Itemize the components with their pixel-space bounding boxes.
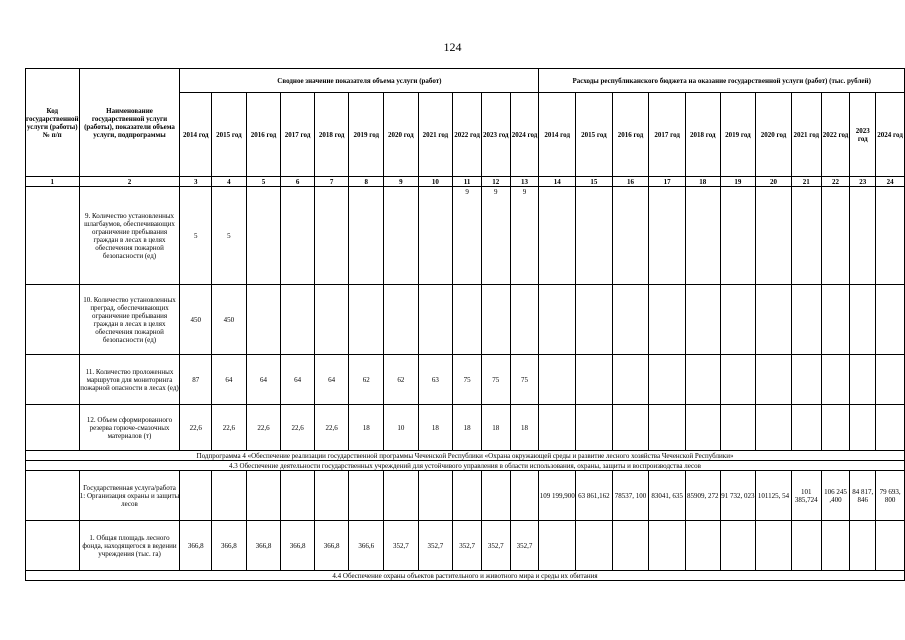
- expense-cell: [876, 521, 905, 571]
- expense-cell: [649, 355, 686, 405]
- column-number: 8: [349, 177, 384, 187]
- expense-cell: [850, 355, 876, 405]
- volume-cell: 9: [481, 187, 510, 285]
- expense-cell: [720, 187, 756, 285]
- volume-cell: 64: [246, 355, 281, 405]
- volume-cell: [349, 285, 384, 355]
- expense-cell: [821, 285, 850, 355]
- volume-cell: [384, 187, 419, 285]
- expense-cell: [576, 521, 613, 571]
- volume-cell: [453, 471, 482, 521]
- expense-cell: [876, 285, 905, 355]
- year-header: 2015 год: [576, 93, 613, 177]
- expense-cell: [649, 405, 686, 451]
- volume-cell: 62: [384, 355, 419, 405]
- expense-cell: [720, 405, 756, 451]
- volume-cell: [453, 285, 482, 355]
- expense-cell: 85909, 272: [685, 471, 720, 521]
- volume-cell: 366,8: [180, 521, 212, 571]
- volume-cell: [349, 471, 384, 521]
- volume-cell: 5: [212, 187, 247, 285]
- expense-cell: [685, 355, 720, 405]
- volume-cell: 352,7: [418, 521, 453, 571]
- expense-cell: [685, 521, 720, 571]
- section-title: 4.3 Обеспечение деятельности государственных учреждений для устойчивого управления в области использования, охраны, защиты и воспроизводства лесов: [26, 461, 905, 471]
- expense-cell: [539, 405, 576, 451]
- table-row: [26, 355, 905, 405]
- expense-cell: [576, 405, 613, 451]
- column-number: 23: [850, 177, 876, 187]
- column-number: 11: [453, 177, 482, 187]
- column-number: 22: [821, 177, 850, 187]
- volume-cell: 62: [349, 355, 384, 405]
- volume-cell: 64: [281, 355, 315, 405]
- expense-cell: [756, 355, 792, 405]
- year-header: 2023 год: [481, 93, 510, 177]
- expense-cell: 63 861,162: [576, 471, 613, 521]
- volume-cell: 18: [349, 405, 384, 451]
- column-number: 17: [649, 177, 686, 187]
- expense-cell: [756, 521, 792, 571]
- expense-cell: [649, 187, 686, 285]
- expense-cell: [576, 187, 613, 285]
- expense-cell: [576, 355, 613, 405]
- expense-cell: [850, 405, 876, 451]
- column-number: 1: [26, 177, 80, 187]
- volume-cell: [246, 187, 281, 285]
- volume-cell: 75: [481, 355, 510, 405]
- expense-cell: [850, 285, 876, 355]
- year-header: 2020 год: [756, 93, 792, 177]
- expense-cell: [649, 285, 686, 355]
- volume-cell: [246, 285, 281, 355]
- expense-cell: 84 817, 846: [850, 471, 876, 521]
- expense-cell: [756, 285, 792, 355]
- volume-cell: 352,7: [453, 521, 482, 571]
- expense-cell: [791, 521, 821, 571]
- expense-cell: [850, 187, 876, 285]
- expense-cell: [612, 355, 649, 405]
- column-number: 12: [481, 177, 510, 187]
- volume-cell: 10: [384, 405, 419, 451]
- year-header: 2019 год: [720, 93, 756, 177]
- column-number: 16: [612, 177, 649, 187]
- page-number: 124: [443, 40, 462, 54]
- table-row: [26, 187, 905, 285]
- table-row: [26, 405, 905, 451]
- header-expenses-group: Расходы республиканского бюджета на оказание государственной услуги (работ) (тыс. рублей): [539, 69, 905, 93]
- year-header: 2022 год: [821, 93, 850, 177]
- column-number: 19: [720, 177, 756, 187]
- year-header: 2017 год: [281, 93, 315, 177]
- service-name: Государственная услуга/работа 1: Организация охраны и защиты лесов: [79, 471, 180, 521]
- volume-cell: 9: [453, 187, 482, 285]
- volume-cell: 352,7: [384, 521, 419, 571]
- section-title: 4.4 Обеспечение охраны объектов растительного и животного мира и среды их обитания: [26, 571, 905, 581]
- year-header: 2018 год: [685, 93, 720, 177]
- row-code: [26, 285, 80, 355]
- volume-cell: 64: [212, 355, 247, 405]
- column-number: 10: [418, 177, 453, 187]
- header-volume-group: Сводное значение показателя объема услуги (работ): [180, 69, 539, 93]
- volume-cell: [510, 471, 539, 521]
- year-header: 2016 год: [246, 93, 281, 177]
- expense-cell: [821, 187, 850, 285]
- subprogram-title: Подпрограмма 4 «Обеспечение реализации государственной программы Чеченской Республики «Охрана окружающей среды и развитие лесного хозяйства Чеченской Республики»: [26, 451, 905, 461]
- expense-cell: 91 732, 023: [720, 471, 756, 521]
- volume-cell: 75: [453, 355, 482, 405]
- year-header: 2022 год: [453, 93, 482, 177]
- expense-cell: [756, 405, 792, 451]
- volume-cell: [314, 187, 349, 285]
- expense-cell: [685, 187, 720, 285]
- volume-cell: 18: [418, 405, 453, 451]
- expense-cell: [876, 405, 905, 451]
- year-header: 2021 год: [418, 93, 453, 177]
- column-number: 7: [314, 177, 349, 187]
- expense-cell: [720, 355, 756, 405]
- column-number: 15: [576, 177, 613, 187]
- expense-cell: [850, 521, 876, 571]
- year-header: 2021 год: [791, 93, 821, 177]
- expense-cell: [539, 521, 576, 571]
- volume-cell: 18: [510, 405, 539, 451]
- column-number: 13: [510, 177, 539, 187]
- volume-cell: [314, 471, 349, 521]
- row-name: 10. Количество установленных преград, обеспечивающих ограничение пребывания граждан в лесах в целях обеспечения пожарной безопасности (ед): [79, 285, 180, 355]
- expense-cell: [791, 355, 821, 405]
- table-row: [26, 285, 905, 355]
- row-code: [26, 521, 80, 571]
- year-header: 2016 год: [612, 93, 649, 177]
- expense-cell: [576, 285, 613, 355]
- column-number: 2: [79, 177, 180, 187]
- expense-cell: [685, 285, 720, 355]
- expense-cell: [821, 405, 850, 451]
- expense-cell: [539, 355, 576, 405]
- volume-cell: 9: [510, 187, 539, 285]
- volume-cell: [314, 285, 349, 355]
- expense-cell: [612, 521, 649, 571]
- header-name: Наименование государственной услуги (работы), показатели объема услуги, подпрограммы: [79, 69, 180, 177]
- volume-cell: 366,8: [246, 521, 281, 571]
- volume-cell: [384, 285, 419, 355]
- volume-cell: 22,6: [180, 405, 212, 451]
- expense-cell: 79 693, 800: [876, 471, 905, 521]
- header-code: Код государственной услуги (работы) № п/п: [26, 69, 80, 177]
- column-number: 5: [246, 177, 281, 187]
- volume-cell: [246, 471, 281, 521]
- volume-cell: [418, 285, 453, 355]
- expense-cell: [649, 521, 686, 571]
- row-code: [26, 471, 80, 521]
- year-header: 2023 год: [850, 93, 876, 177]
- expense-cell: [821, 355, 850, 405]
- volume-cell: [384, 471, 419, 521]
- year-header: 2019 год: [349, 93, 384, 177]
- year-header: 2014 год: [539, 93, 576, 177]
- volume-cell: 5: [180, 187, 212, 285]
- column-number: 18: [685, 177, 720, 187]
- row-name: 11. Количество проложенных маршрутов для мониторинга пожарной опасности в лесах (ед): [79, 355, 180, 405]
- year-header: 2014 год: [180, 93, 212, 177]
- volume-cell: 450: [180, 285, 212, 355]
- expense-cell: [612, 405, 649, 451]
- column-number: 21: [791, 177, 821, 187]
- year-header: 2017 год: [649, 93, 686, 177]
- volume-cell: [418, 187, 453, 285]
- expense-cell: 101125, 54: [756, 471, 792, 521]
- volume-cell: [281, 285, 315, 355]
- year-header: 2024 год: [510, 93, 539, 177]
- volume-cell: 366,8: [212, 521, 247, 571]
- expense-cell: [720, 285, 756, 355]
- year-header: 2018 год: [314, 93, 349, 177]
- volume-cell: 75: [510, 355, 539, 405]
- volume-cell: [418, 471, 453, 521]
- volume-cell: 352,7: [510, 521, 539, 571]
- column-number: 24: [876, 177, 905, 187]
- volume-cell: 22,6: [246, 405, 281, 451]
- expense-cell: [720, 521, 756, 571]
- volume-cell: [180, 471, 212, 521]
- volume-cell: 18: [481, 405, 510, 451]
- expense-cell: [685, 405, 720, 451]
- expense-cell: [539, 187, 576, 285]
- volume-cell: 64: [314, 355, 349, 405]
- volume-cell: 22,6: [281, 405, 315, 451]
- column-number: 3: [180, 177, 212, 187]
- expense-cell: [791, 285, 821, 355]
- expense-cell: [539, 285, 576, 355]
- volume-cell: [481, 471, 510, 521]
- budget-table: [25, 68, 905, 581]
- row-name: 9. Количество установленных шлагбаумов, обеспечивающих ограничение пребывания граждан в лесах в целях обеспечения пожарной безопасности (ед): [79, 187, 180, 285]
- column-number: 9: [384, 177, 419, 187]
- expense-cell: 106 245 ,400: [821, 471, 850, 521]
- expense-cell: [612, 187, 649, 285]
- year-header: 2024 год: [876, 93, 905, 177]
- year-header: 2015 год: [212, 93, 247, 177]
- volume-cell: [281, 471, 315, 521]
- volume-cell: 352,7: [481, 521, 510, 571]
- expense-cell: [791, 405, 821, 451]
- column-number: 20: [756, 177, 792, 187]
- volume-cell: [510, 285, 539, 355]
- volume-cell: 63: [418, 355, 453, 405]
- row-code: [26, 355, 80, 405]
- volume-cell: 450: [212, 285, 247, 355]
- expense-cell: 83041, 635: [649, 471, 686, 521]
- column-number: 6: [281, 177, 315, 187]
- row-name: 12. Объем сформированного резерва горюче-смазочных материалов (т): [79, 405, 180, 451]
- row-code: [26, 405, 80, 451]
- volume-cell: 366,6: [349, 521, 384, 571]
- volume-cell: [281, 187, 315, 285]
- expense-cell: [876, 187, 905, 285]
- area-name: 1. Общая площадь лесного фонда, находящегося в ведении учреждения (тыс. га): [79, 521, 180, 571]
- expense-cell: [791, 187, 821, 285]
- expense-cell: 109 199,900: [539, 471, 576, 521]
- expense-cell: 78537, 100: [612, 471, 649, 521]
- volume-cell: [212, 471, 247, 521]
- volume-cell: 22,6: [314, 405, 349, 451]
- volume-cell: 22,6: [212, 405, 247, 451]
- volume-cell: [349, 187, 384, 285]
- volume-cell: 366,8: [281, 521, 315, 571]
- volume-cell: 366,8: [314, 521, 349, 571]
- expense-cell: [821, 521, 850, 571]
- row-code: [26, 187, 80, 285]
- volume-cell: [481, 285, 510, 355]
- volume-cell: 87: [180, 355, 212, 405]
- column-number: 4: [212, 177, 247, 187]
- expense-cell: [756, 187, 792, 285]
- expense-cell: 101 385,724: [791, 471, 821, 521]
- expense-cell: [876, 355, 905, 405]
- expense-cell: [612, 285, 649, 355]
- year-header: 2020 год: [384, 93, 419, 177]
- column-number: 14: [539, 177, 576, 187]
- volume-cell: 18: [453, 405, 482, 451]
